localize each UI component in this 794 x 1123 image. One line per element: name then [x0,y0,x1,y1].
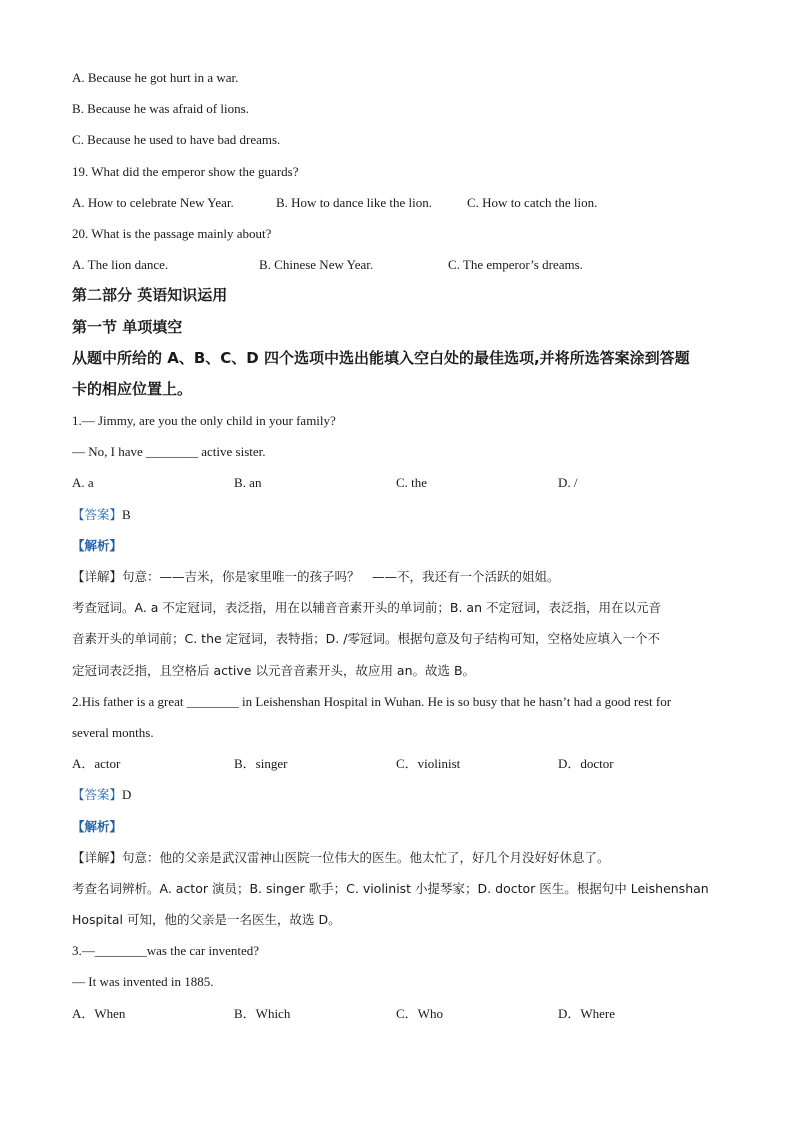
q1-option-d: D. / [558,475,578,491]
q3-option-d: D．Where [558,1005,616,1021]
q3-option-b: B．Which [234,1005,291,1021]
q19-options [72,187,732,218]
q1-explanation-line-2: 音素开头的单词前；C. the 定冠词，表特指；D. /零冠词。根据句意及句子结构可知，空格处应填入一个不 [72,631,660,647]
q20-option-a: A. The lion dance. [72,257,169,273]
q18-option-c: C. Because he used to have bad dreams. [72,132,281,148]
q19-option-b: B. How to dance like the lion. [276,194,432,210]
instruction-line-2: 卡的相应位置上。 [72,379,193,398]
q20-stem: 20. What is the passage mainly about? [72,225,272,241]
answer-tag: 【答案】 [72,506,123,522]
q1-explanation-line-1: 考查冠词。A. a 不定冠词，表泛指，用在以辅音音素开头的单词前；B. an 不定冠词，表泛指，用在以元音 [72,600,661,616]
q19-option-c: C. How to catch the lion. [467,194,598,210]
analysis-tag: 【解析】 [72,537,123,553]
q19-option-a: A. How to celebrate New Year. [72,194,234,210]
q2-option-a: A．actor [72,756,121,772]
q2-stem-line-2: several months. [72,724,154,740]
q2-explanation-line-1: 考查名词辨析。A. actor 演员；B. singer 歌手；C. violinist 小提琴家；D. doctor 医生。根据句中 Leishenshan [72,880,709,896]
answer-tag: 【答案】 [72,787,123,803]
q18-option-b: B. Because he was afraid of lions. [72,101,249,117]
analysis-tag: 【解析】 [72,818,123,834]
q1-answer [72,499,732,530]
part-title: 第二部分 英语知识运用 [72,286,228,305]
q2-stem-line-1: 2.His father is a great ________ in Leishenshan Hospital in Wuhan. He is so busy that he hasn’t had a good rest for [72,693,672,709]
q2-option-c: C．violinist [396,756,461,772]
q1-detail [72,561,732,592]
detail-tag: 【详解】 [72,569,123,585]
q1-analysis [72,530,732,561]
answer-value: B [122,506,131,522]
q1-stem-line-2: — No, I have ________ active sister. [72,444,266,460]
q3-option-c: C．Who [396,1005,443,1021]
q3-stem-line-1: 3.—________was the car invented? [72,943,260,959]
q3-option-a: A．When [72,1005,126,1021]
q2-analysis [72,811,732,842]
q1-options [72,467,732,498]
q1-option-c: C. the [396,475,428,491]
q3-stem-line-2: — It was invented in 1885. [72,974,214,990]
detail-text: 句意：——吉米，你是家里唯一的孩子吗？ ——不，我还有一个活跃的姐姐。 [122,569,560,585]
q2-explanation-line-2: Hospital 可知，他的父亲是一名医生，故选 D。 [72,912,341,928]
q20-option-c: C. The emperor’s dreams. [448,257,583,273]
q2-detail [72,842,732,873]
q2-option-b: B．singer [234,756,288,772]
q18-option-a: A. Because he got hurt in a war. [72,70,239,85]
q1-option-b: B. an [234,475,262,491]
q19-stem: 19. What did the emperor show the guards? [72,163,299,179]
q1-option-a: A. a [72,475,94,491]
q2-answer [72,779,732,810]
q2-option-d: D．doctor [558,756,614,772]
section-subtitle: 第一节 单项填空 [72,317,183,336]
detail-tag: 【详解】 [72,849,123,865]
q3-options [72,998,732,1029]
instruction-line-1: 从题中所给的 A、B、C、D 四个选项中选出能填入空白处的最佳选项,并将所选答案涂到答题 [72,348,690,367]
q1-stem-line-1: 1.— Jimmy, are you the only child in your family? [72,413,336,429]
q20-option-b: B. Chinese New Year. [259,257,374,273]
document-page [72,62,732,1029]
q2-options [72,748,732,779]
q1-explanation-line-3: 定冠词表泛指，且空格后 active 以元音音素开头，故应用 an。故选 B。 [72,662,476,678]
detail-text: 句意：他的父亲是武汉雷神山医院一位伟大的医生。他太忙了，好几个月没好好休息了。 [122,849,610,865]
q20-options [72,249,732,280]
answer-value: D [122,787,132,803]
